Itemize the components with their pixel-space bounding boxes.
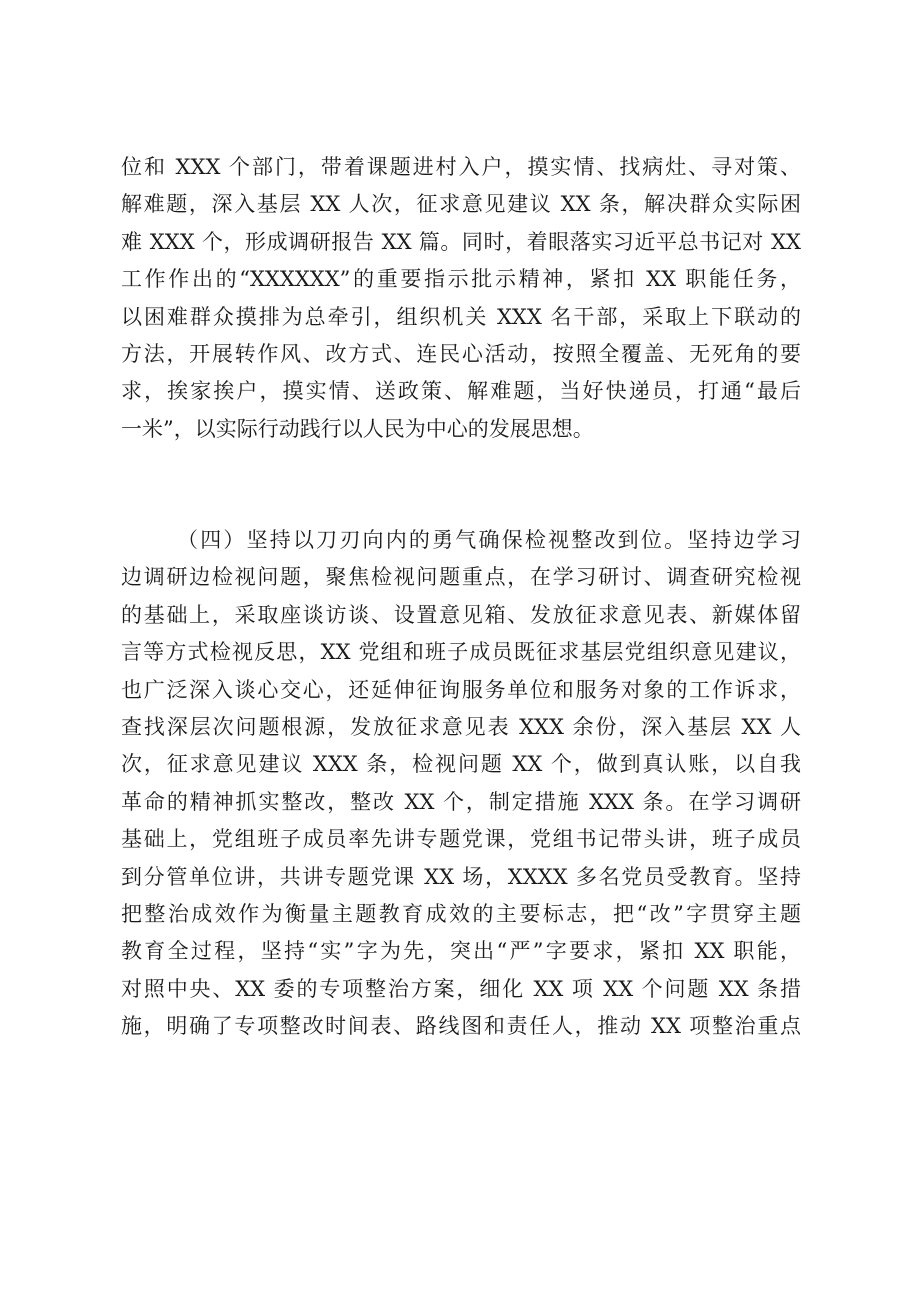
paragraph-1	[121, 149, 801, 448]
paragraph-line: 以困难群众摸排为总牵引，组织机关 XXX 名干部，采取上下联动的	[121, 304, 801, 329]
paragraph-line: 求，挨家挨户，摸实情、送政策、解难题，当好快递员，打通“最后	[121, 379, 801, 404]
paragraph-line: 一米”，以实际行动践行以人民为中心的发展思想。	[121, 416, 594, 441]
paragraph-line: 对照中央、XX 委的专项整治方案，细化 XX 项 XX 个问题 XX 条措	[121, 976, 801, 1001]
paragraph-line: 次，征求意见建议 XXX 条，检视问题 XX 个，做到真认账，以自我	[121, 752, 801, 777]
paragraph-line: 难 XXX 个，形成调研报告 XX 篇。同时，着眼落实习近平总书记对 XX	[121, 229, 801, 254]
paragraph-line: 也广泛深入谈心交心，还延伸征询服务单位和服务对象的工作诉求，	[121, 677, 801, 702]
paragraph-line: 工作作出的“XXXXXX”的重要指示批示精神，紧扣 XX 职能任务，	[121, 267, 801, 292]
paragraph-line: 施，明确了专项整改时间表、路线图和责任人，推动 XX 项整治重点	[121, 1014, 801, 1039]
paragraph-line: 边调研边检视问题，聚焦检视问题重点，在学习研讨、调查研究检视	[121, 565, 801, 590]
paragraph-line: 的基础上，采取座谈访谈、设置意见箱、发放征求意见表、新媒体留	[121, 602, 801, 627]
paragraph-line: 解难题，深入基层 XX 人次，征求意见建议 XX 条，解决群众实际困	[121, 192, 801, 217]
paragraph-line: 方法，开展转作风、改方式、连民心活动，按照全覆盖、无死角的要	[121, 341, 801, 366]
paragraph-line: 言等方式检视反思，XX 党组和班子成员既征求基层党组织意见建议，	[121, 640, 801, 665]
paragraph-line: 基础上，党组班子成员率先讲专题党课，党组书记带头讲，班子成员	[121, 827, 801, 852]
paragraph-line: 位和 XXX 个部门，带着课题进村入户，摸实情、找病灶、寻对策、	[121, 155, 801, 179]
paragraph-line: 查找深层次问题根源，发放征求意见表 XXX 余份，深入基层 XX 人	[121, 714, 801, 739]
section-heading-line: （四）坚持以刀刃向内的勇气确保检视整改到位。坚持边学习	[177, 528, 801, 552]
paragraph-line: 教育全过程，坚持“实”字为先，突出“严”字要求，紧扣 XX 职能，	[121, 939, 801, 964]
paragraph-line: 革命的精神抓实整改，整改 XX 个，制定措施 XXX 条。在学习调研	[121, 789, 801, 814]
paragraph-2	[121, 522, 801, 1045]
paragraph-line: 把整治成效作为衡量主题教育成效的主要标志，把“改”字贯穿主题	[121, 901, 801, 926]
paragraph-line: 到分管单位讲，共讲专题党课 XX 场，XXXX 多名党员受教育。坚持	[121, 864, 801, 889]
